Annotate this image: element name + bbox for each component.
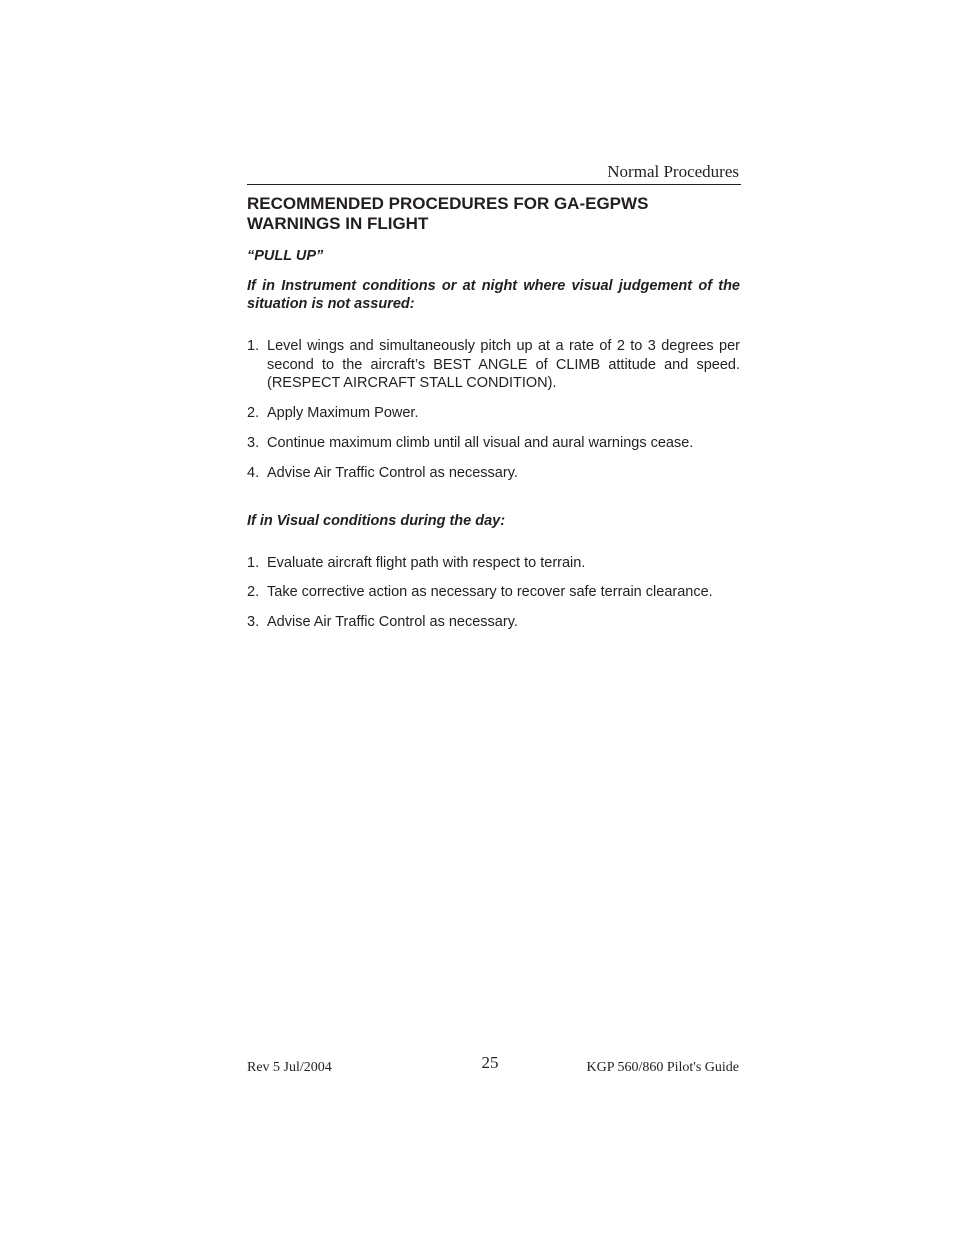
step-number: 4.: [247, 465, 260, 481]
list-item: [247, 464, 740, 483]
list-item: [247, 337, 740, 393]
warning-label: “PULL UP”: [247, 248, 324, 264]
section-title: RECOMMENDED PROCEDURES FOR GA-EGPWS WARNINGS IN FLIGHT: [247, 194, 649, 233]
visual-steps-list: [247, 554, 740, 632]
step-number: 2.: [247, 405, 260, 421]
footer-revision: Rev 5 Jul/2004: [247, 1060, 332, 1075]
instrument-steps-list: [247, 337, 740, 483]
step-text: Evaluate aircraft flight path with respect to terrain.: [267, 554, 586, 571]
step-number: 1.: [247, 554, 260, 571]
page-number: 25: [481, 1053, 499, 1072]
step-number: 3.: [247, 435, 260, 451]
instrument-conditions-heading: If in Instrument conditions or at night where visual judgement of the situation is not assured:: [247, 278, 740, 312]
step-text: Apply Maximum Power.: [267, 405, 419, 421]
step-number: 2.: [247, 584, 260, 600]
running-header: Normal Procedures: [607, 162, 739, 181]
footer-guide-title: KGP 560/860 Pilot's Guide: [586, 1060, 739, 1075]
step-text: Take corrective action as necessary to recover safe terrain clearance.: [267, 584, 713, 600]
list-item: [247, 404, 740, 423]
step-text: Level wings and simultaneously pitch up at a rate of 2 to 3 degrees per second to the aircraft’s BEST ANGLE of CLIMB attitude and speed. (RESPECT AIRCRAFT STALL CONDITION).: [267, 338, 740, 391]
visual-conditions-heading: If in Visual conditions during the day:: [247, 512, 506, 529]
step-number: 3.: [247, 613, 260, 630]
step-text: Advise Air Traffic Control as necessary.: [267, 613, 518, 630]
step-text: Continue maximum climb until all visual and aural warnings cease.: [267, 435, 694, 451]
list-item: [247, 434, 740, 453]
page-content: [247, 194, 740, 631]
header-rule: [247, 184, 741, 185]
step-text: Advise Air Traffic Control as necessary.: [267, 465, 518, 481]
list-item: [247, 613, 740, 632]
list-item: [247, 583, 740, 602]
list-item: [247, 554, 740, 573]
step-number: 1.: [247, 338, 260, 354]
